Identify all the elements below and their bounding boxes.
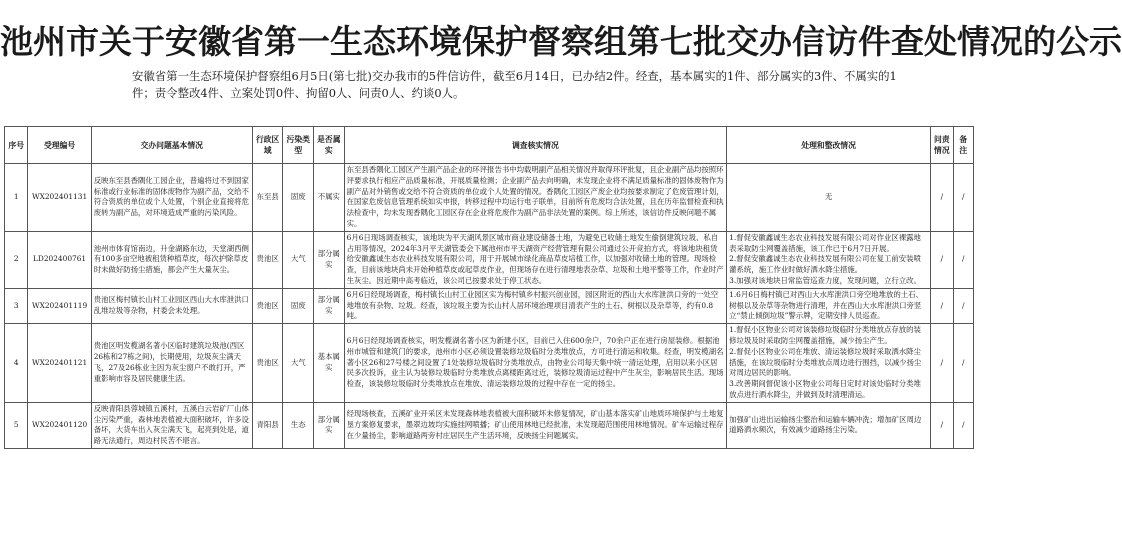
issue-text: 池州市体育馆南边，升金湖路东边，天堂湖西侧有100多亩空地被租赁种植草皮，每次护除草皮时未做好防扬尘措施，都会产生大量灰尘。 (93, 243, 249, 275)
survey-text: 6月6日经现场调查，梅村镇长山村工业园区实为梅村镇乡村振兴创业园，园区附近的西山大水库泄洪口旁的一处空地堆放有杂物、垃圾。经查，该垃圾主要为长山村人居环境治理项目清表产生的土石、树根以及杂草等，约有0.8吨。 (346, 289, 719, 321)
cell-survey (344, 324, 727, 403)
header-issue: 交办问题基本情况 (91, 127, 252, 164)
cell-region: 青阳县 (252, 402, 283, 448)
cell-no: 4 (5, 324, 28, 403)
table-row (5, 288, 974, 323)
header-note: 备注 (953, 127, 973, 164)
cell-account: / (931, 164, 953, 232)
header-fact: 是否属实 (314, 127, 345, 164)
cell-handling (727, 231, 931, 288)
survey-text: 东至县香隅化工园区产生副产品企业的环评报告书中均载明副产品相关情况并取得环评批复，且企业副产品均按照环评要求执行相应产品质量标准，开展质量检测；企业副产品去向明确，未发现企业将不满足质量标准的固体废物作为副产品对外销售或交给不符合资质的单位或个人处置的情况。香隅化工园区产废企业均按要求制定了危废管理计划，在国家危废信息管理系统如实申报，转移过程中均运行电子联单，目前所有危废均合法处置，且在历年监督检查和执法检查中，均未发现香隅化工园区存在企业将危废作为副产品非法处置的案例。综上所述，该信访件反映问题不属实。 (346, 165, 724, 228)
cell-code: WX202401120 (28, 402, 91, 448)
cell-handling (727, 288, 931, 323)
handling-text: 加强矿山进出运输扬尘整治和运输车辆冲洗；增加矿区周边道路洒水频次，有效减少道路扬尘污染。 (729, 414, 922, 435)
cell-note: / (953, 164, 973, 232)
survey-text: 6月6日现场调查核实，该地块为平天湖风景区城市商业建设储备土地，为避免已收储土地发生偷倒建筑垃圾、私自占用等情况，2024年3月平天湖管委会下属池州市平天湖资产经营管理有限公司通过公开竞拍方式，将该地块租赁给安徽鑫诚生态农业科技发展有限公司，用于开展城市绿化商品草皮培植工作，以加强对收储土地的管理。现场检查，目前该地块尚未开始种植草皮或起草皮作业，但现场存在进行清理地表杂草、垃圾和土地平整等工作，作业时产生灰尘。因近期中高考临近，该公司已按要求处于停工状态。 (346, 232, 724, 285)
cell-region: 贵池区 (252, 288, 283, 323)
cell-code: WX202401131 (28, 164, 91, 232)
cell-no: 1 (5, 164, 28, 232)
cell-fact: 部分属实 (314, 402, 345, 448)
cell-survey (344, 231, 727, 288)
cell-handling (727, 324, 931, 403)
cell-pollution: 固废 (283, 164, 314, 232)
table-header (5, 127, 974, 164)
header-survey: 调查核实情况 (344, 127, 727, 164)
cell-no: 2 (5, 231, 28, 288)
header-pollution: 污染类型 (283, 127, 314, 164)
cell-handling (727, 164, 931, 232)
cell-fact: 部分属实 (314, 288, 345, 323)
header-region: 行政区域 (252, 127, 283, 164)
cell-note: / (953, 402, 973, 448)
cell-account: / (931, 402, 953, 448)
cell-account: / (931, 288, 953, 323)
table-row (5, 231, 974, 288)
cell-region: 贵池区 (252, 324, 283, 403)
table-row (5, 402, 974, 448)
cell-no: 5 (5, 402, 28, 448)
issue-text: 贵池区梅村镇长山村工业园区西山大水库泄洪口乱堆垃圾等杂物，村委会未处理。 (93, 295, 249, 315)
handling-text: 无 (824, 191, 833, 201)
handling-text: 1.督促小区物业公司对该装修垃圾临时分类堆放点存放的装修垃圾及时采取防尘网覆盖措施，减少扬尘产生。 2.督促小区物业公司在堆放、清运装修垃圾时采取洒水降尘措施，在该垃圾临时分类堆放点周边进行围挡，以减少扬尘对周边居民的影响。 3.改善期间督促该小区物业公司每日定时对该处临时分类堆放点进行洒水降尘，并做到及时清理清运。 (729, 325, 922, 399)
cell-fact: 不属实 (314, 164, 345, 232)
issue-text: 反映东至县香隅化工园企业，普遍将过不到国家标准或行业标准的固体废物作为副产品，交给不符合资质的单位或个人处置，个别企业直接将危废转为副产品，对环境造成严重的污染风险。 (93, 175, 249, 218)
issue-text: 反映青阳县蓉城镇五溪村，五溪白云岩矿厂山体尘污染严重，森林地表植被大面积破坏，许多设备坏，大货车出入灰尘满天飞，起亮到处是，道路无法通行，周边村民苦不堪言。 (93, 403, 249, 446)
cell-handling (727, 402, 931, 448)
survey-text: 6月6日经现场调查核实，明发榄湖名著小区为新建小区，目前已入住600余户，70余户正在进行房屋装修。根据池州市城管和建筑门的要求，池州市小区必须设置装修垃圾临时分类堆放点，方可进行清运和收集。经查，明发榄湖名著小区26和27号楼之间设置了1处装修垃圾临时分类堆放点，由物业公司每天集中统一清运处理，启用以来小区居民多次投诉，业主认为装修垃圾临时分类堆放点离楼距离过近，装修垃圾清运过程中产生灰尘，影响居民生活。现场检查，该装修垃圾临时分类堆放点在堆放、清运装修垃圾的过程中存在一定的扬尘。 (346, 335, 724, 389)
cell-code: WX202401119 (28, 288, 91, 323)
table-row (5, 324, 974, 403)
cell-note: / (953, 324, 973, 403)
cell-issue (91, 402, 252, 448)
table-row (5, 164, 974, 232)
cell-code: WX202401121 (28, 324, 91, 403)
header-no: 序号 (5, 127, 28, 164)
cell-fact: 基本属实 (314, 324, 345, 403)
cell-account: / (931, 231, 953, 288)
cell-pollution: 大气 (283, 324, 314, 403)
cell-survey (344, 402, 727, 448)
cell-region: 东至县 (252, 164, 283, 232)
page-title: 池州市关于安徽省第一生态环境保护督察组第七批交办信访件查处情况的公示 (0, 22, 1122, 61)
handling-text: 1.督促安徽鑫诚生态农业科技发展有限公司对作业区裸露地表采取防尘网覆盖措施，该工作已于6月7日开展。 2.督促安徽鑫诚生态农业科技发展有限公司在复工前安装喷灌系统，施工作业时做好洒水降尘措施。 3.加强对该地块日常监管巡查力度，发现问题，立行立改。 (729, 232, 921, 285)
header-account: 问责情况 (931, 127, 953, 164)
cell-fact: 部分属实 (314, 231, 345, 288)
header-code: 受理编号 (28, 127, 91, 164)
issue-text: 贵池区明发榄湖名著小区临时建筑垃圾池(西区26栋和27栋之间)，长期使用，垃圾灰尘满天飞，27及26栋业主因为灰尘窗户不敢打开，严重影响市容及居民健康生活。 (93, 341, 246, 383)
cell-issue (91, 231, 252, 288)
header-handling: 处理和整改情况 (727, 127, 931, 164)
survey-text: 经现场核查，五溪矿业开采区未发现森林地表植被大面积破坏未修复情况，矿山基本落实矿山地质环境保护与土地复垦方案修复要求，墨翠边坡均实施挂网喷播；矿山使用林地已经批准，未发现超范围使用林地情况。矿车运输过程存在少量扬尘，影响道路两旁村庄居民生产生活环境，反映扬尘问题属实。 (346, 409, 724, 440)
cell-survey (344, 164, 727, 232)
header-row (5, 127, 974, 164)
cell-no: 3 (5, 288, 28, 323)
cell-pollution: 大气 (283, 231, 314, 288)
cell-issue (91, 324, 252, 403)
cell-issue (91, 164, 252, 232)
cell-note: / (953, 288, 973, 323)
intro-paragraph: 安徽省第一生态环境保护督察组6月5日(第七批)交办我市的5件信访件，截至6月14日，已办结2件。经查，基本属实的1件、部分属实的3件、不属实的1件；责令整改4件、立案处罚0件、拘留0人、问责0人、约谈0人。 (132, 69, 897, 100)
cell-issue (91, 288, 252, 323)
petition-table (4, 126, 974, 449)
cell-region: 贵池区 (252, 231, 283, 288)
cell-pollution: 生态 (283, 402, 314, 448)
cell-account: / (931, 324, 953, 403)
table-body (5, 164, 974, 449)
handling-text: 1.6月6日梅村镇已对西山大水库泄洪口旁空地堆放的土石、树根以及杂草等杂物进行清理，并在西山大水库泄洪口旁竖立“禁止倾倒垃圾”警示牌，定期安排人员巡查。 (729, 289, 923, 321)
cell-code: LD202400761 (28, 231, 91, 288)
cell-survey (344, 288, 727, 323)
cell-pollution: 固废 (283, 288, 314, 323)
cell-note: / (953, 231, 973, 288)
